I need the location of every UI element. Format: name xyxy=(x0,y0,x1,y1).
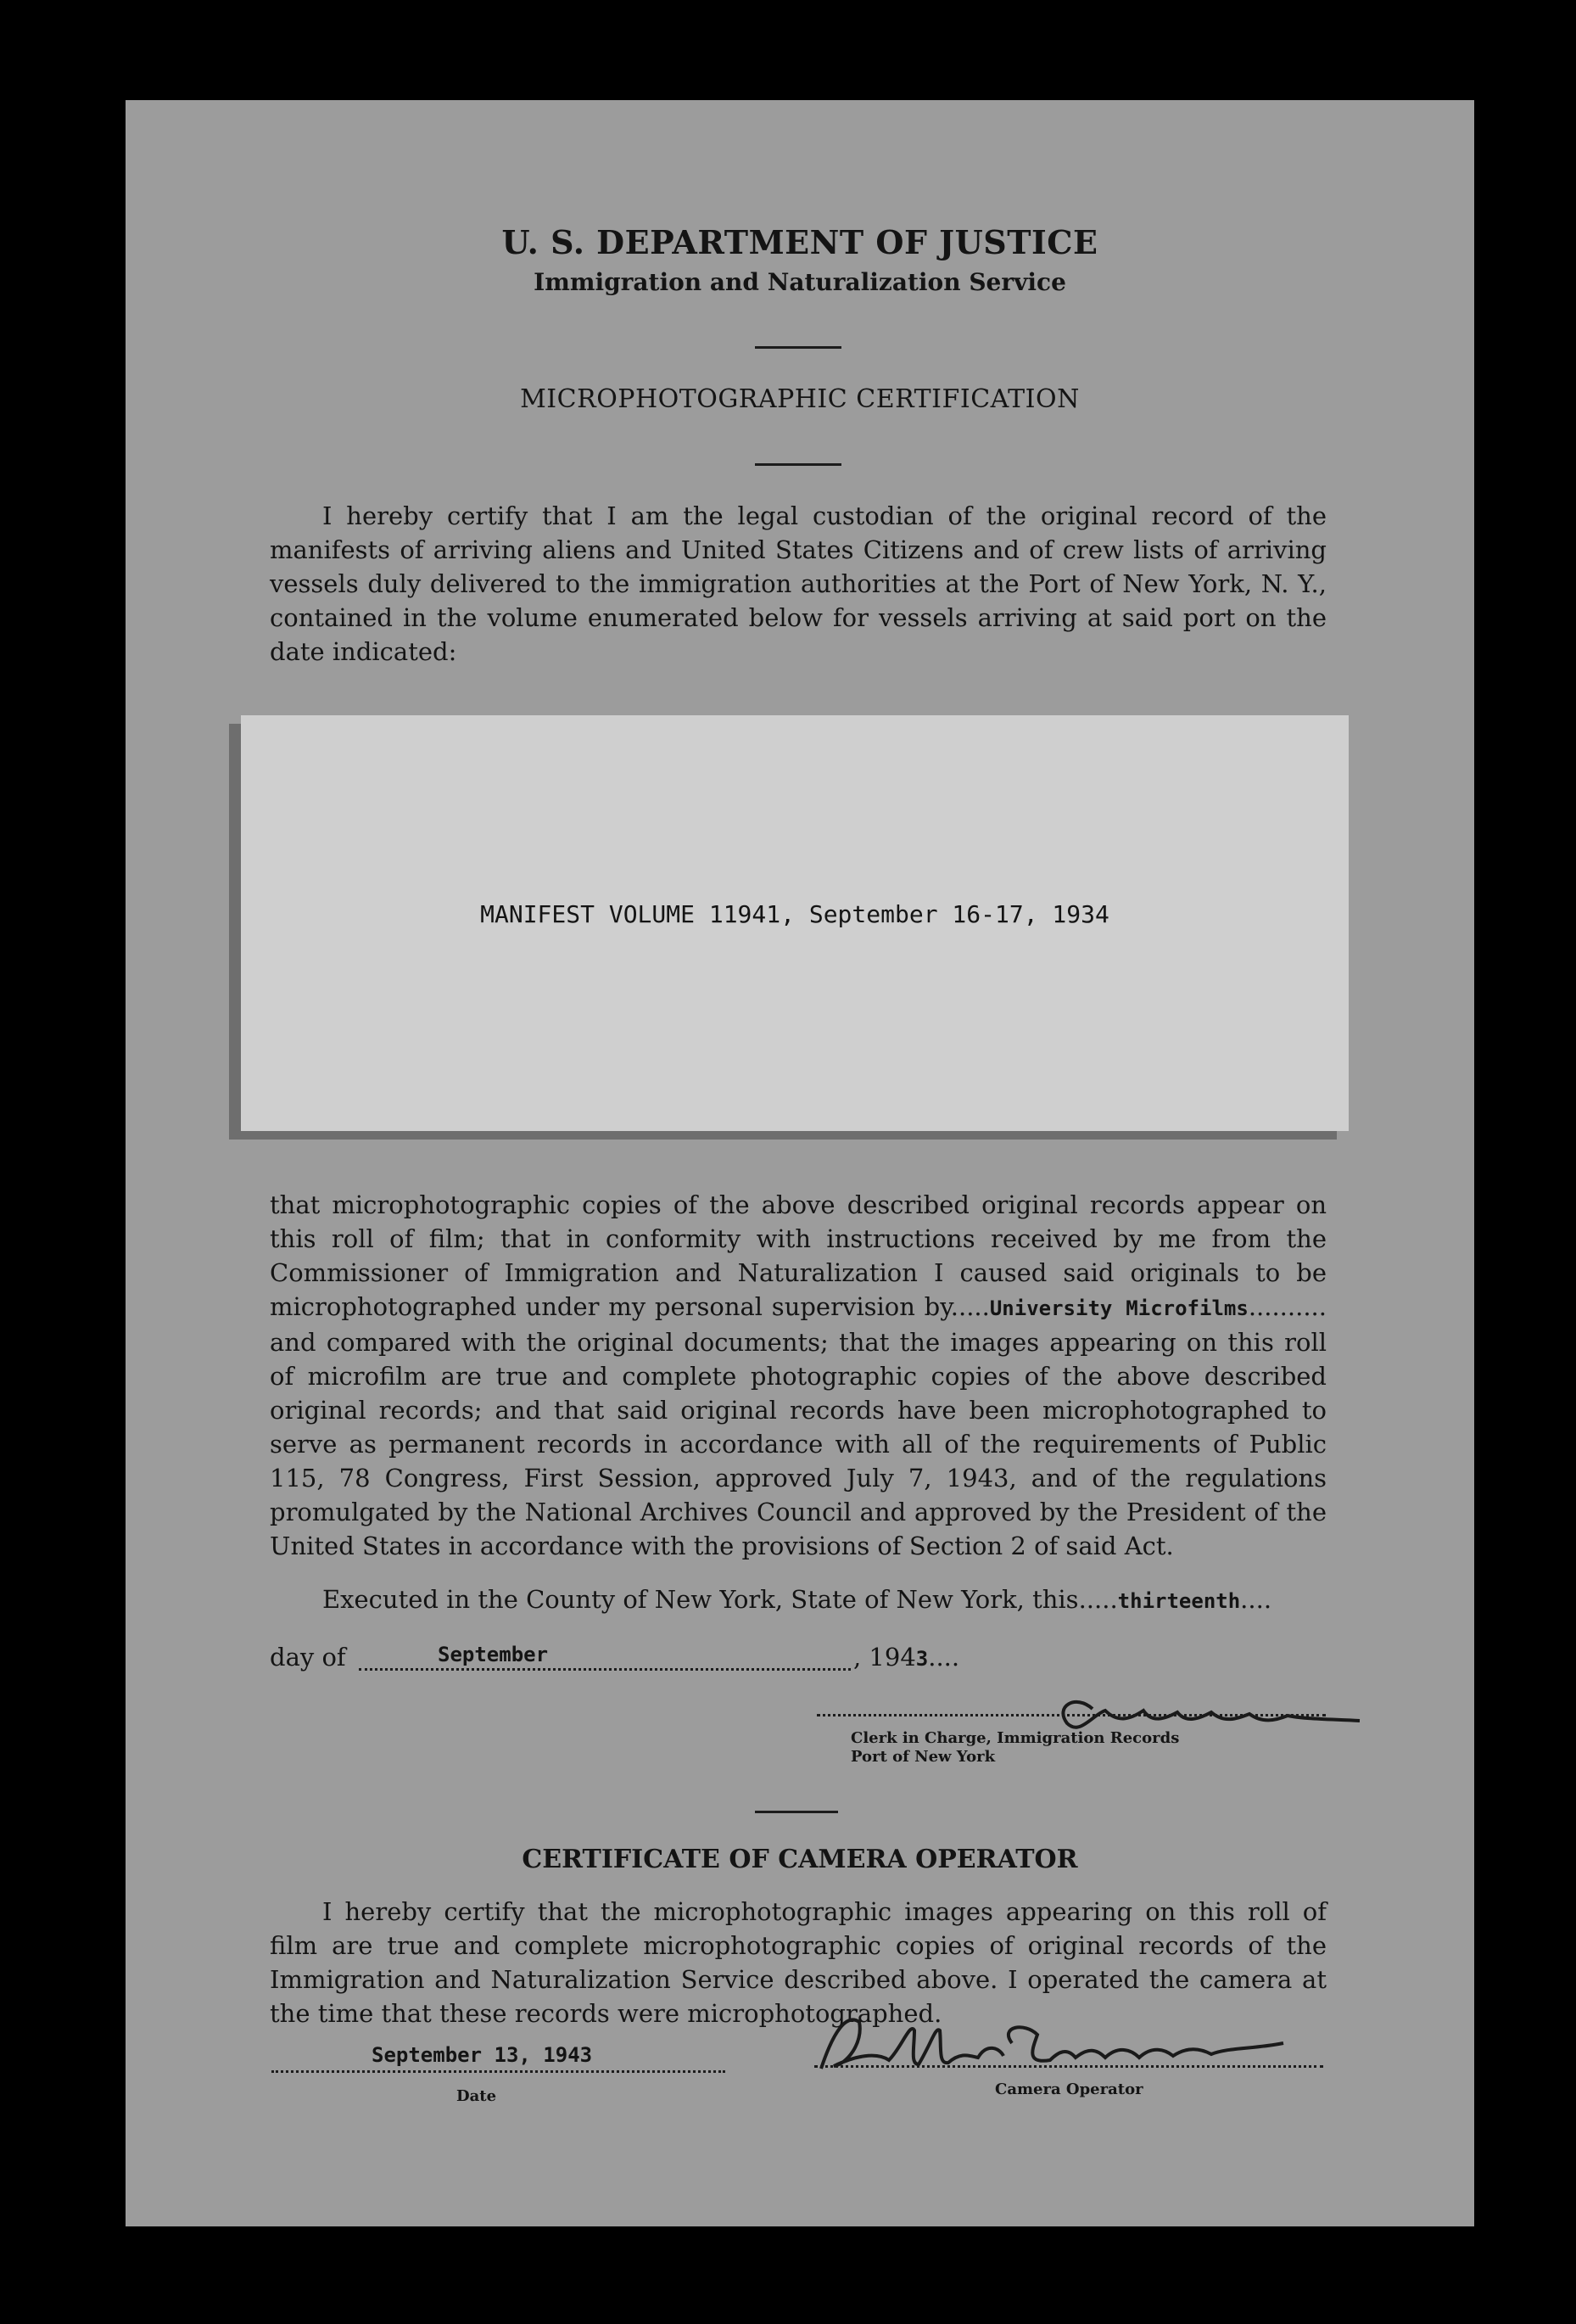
clerk-title-line2: Port of New York xyxy=(851,1748,996,1766)
camera-operator-label: Camera Operator xyxy=(995,2080,1143,2098)
body-paragraph xyxy=(270,1188,1327,1563)
month-dotline xyxy=(359,1668,851,1671)
operator-date-fill: September 13, 1943 xyxy=(372,2043,593,2067)
top-rule xyxy=(755,346,841,349)
supervisor-fill: University Microfilms xyxy=(989,1296,1249,1320)
operator-rule xyxy=(755,1811,838,1813)
body-text-part1: that microphotographic copies of the above described original records appear on this roll of film; that in conformity with instructions received by me from the Commissioner of Immigration and Naturalization I caused said originals to be microphotographed under my personal supervision by..... xyxy=(270,1190,1327,1321)
operator-date-line xyxy=(271,2070,725,2073)
camera-operator-signature xyxy=(796,1996,1338,2090)
manifest-volume-text: MANIFEST VOLUME 11941, September 16-17, 1934 xyxy=(480,900,1109,928)
certification-heading: MICROPHOTOGRAPHIC CERTIFICATION xyxy=(520,384,1080,414)
date-label: Date xyxy=(456,2087,497,2105)
executed-prefix: Executed in the County of New York, State of New York, this..... xyxy=(322,1585,1118,1614)
month-fill: September xyxy=(438,1643,549,1666)
intro-paragraph: I hereby certify that I am the legal custodian of the original record of the manifests of arriving aliens and United States Citizens and of crew lists of arriving vessels duly delivered to the immigration authorities at the Port of New York, N. Y., contained in the volume enumerated below for vessels arriving at said port on the date indicated: xyxy=(270,501,1327,666)
operator-heading: CERTIFICATE OF CAMERA OPERATOR xyxy=(522,1845,1078,1874)
manifest-card xyxy=(241,715,1349,1131)
camera-operator-line xyxy=(814,2065,1323,2068)
executed-dots: .... xyxy=(1240,1585,1272,1614)
clerk-title-line1: Clerk in Charge, Immigration Records xyxy=(851,1729,1180,1747)
clerk-signature-line xyxy=(817,1714,1326,1716)
certificate-document xyxy=(126,100,1474,2226)
year-suffix: .... xyxy=(928,1643,960,1672)
day-of-label: day of xyxy=(270,1643,346,1672)
year-line xyxy=(853,1643,959,1672)
service-subtitle: Immigration and Naturalization Service xyxy=(534,268,1066,296)
year-digit: 3 xyxy=(915,1647,929,1671)
body-text-part2: .......... and compared with the original documents; that the images appearing on this roll of microfilm are true and complete photographic copies of the above described original records; and that said original records have been microphotographed to serve as permanent records in accordance with all of the requirements of Public 115, 78 Congress, First Session, approved July 7, 1943, and of the regulations promulgated by the National Archives Council and approved by the President of the United States in accordance with the provisions of Section 2 of said Act. xyxy=(270,1292,1327,1560)
day-fill: thirteenth xyxy=(1117,1589,1241,1613)
operator-paragraph: I hereby certify that the microphotographic images appearing on this roll of film are true and complete microphotographic copies of original records of the Immigration and Naturalization Service described above. I operated the camera at the time that these records were microphotographed. xyxy=(270,1897,1327,2028)
department-title: U. S. DEPARTMENT OF JUSTICE xyxy=(501,223,1098,261)
clerk-title xyxy=(851,1729,1179,1767)
year-prefix: , 194 xyxy=(853,1643,916,1672)
executed-line xyxy=(322,1585,1271,1614)
heading-rule xyxy=(755,463,841,466)
